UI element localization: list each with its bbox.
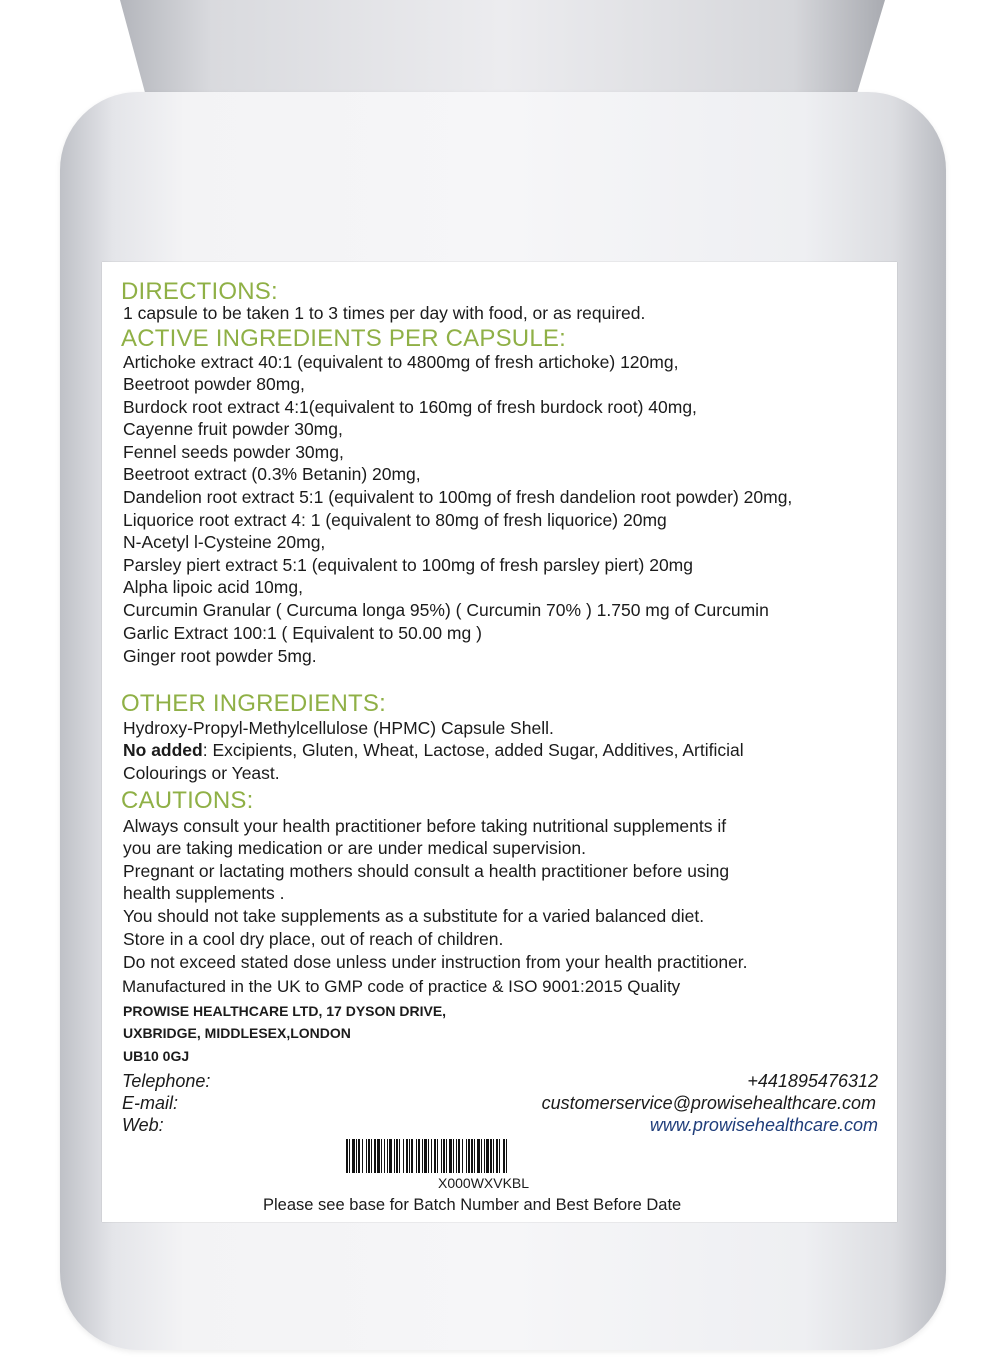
caution-line: Do not exceed stated dose unless under instruction from your health practitioner.	[123, 952, 748, 972]
web-value: www.prowisehealthcare.com	[649, 1115, 878, 1135]
email-value: customerservice@prowisehealthcare.com	[541, 1093, 876, 1113]
barcode-bar	[477, 1139, 480, 1173]
address-line: PROWISE HEALTHCARE LTD, 17 DYSON DRIVE,	[123, 1003, 447, 1019]
other-ingredients-heading: OTHER INGREDIENTS:	[121, 690, 386, 717]
barcode-bar	[374, 1139, 376, 1173]
barcode-bar	[456, 1139, 457, 1173]
barcode-bar	[358, 1139, 360, 1173]
barcode-bar	[352, 1139, 355, 1173]
caution-line: Pregnant or lactating mothers should consult a health practitioner before using	[123, 861, 730, 881]
barcode-bar	[418, 1139, 420, 1173]
barcode-bar	[441, 1139, 442, 1173]
barcode-bar	[424, 1139, 427, 1173]
ingredient-line: Artichoke extract 40:1 (equivalent to 4800mg of fresh artichoke) 120mg,	[123, 352, 679, 372]
caution-line: You should not take supplements as a substitute for a varied balanced diet.	[123, 906, 705, 926]
barcode-bar	[506, 1139, 507, 1173]
barcode-bar	[381, 1139, 382, 1173]
barcode-bar	[490, 1139, 492, 1173]
barcode-bar	[466, 1139, 467, 1173]
web-label: Web:	[122, 1115, 164, 1135]
barcode-bar	[486, 1139, 489, 1173]
barcode-bar	[437, 1139, 438, 1173]
barcode-bar	[346, 1139, 348, 1173]
address-line: UB10 0GJ	[123, 1048, 190, 1064]
ingredient-line: Curcumin Granular ( Curcuma longa 95%) ( Curcumin 70% ) 1.750 mg of Curcumin	[123, 600, 769, 620]
barcode-bar	[503, 1139, 505, 1173]
telephone-label: Telephone:	[122, 1071, 211, 1091]
barcode-bar	[431, 1139, 432, 1173]
telephone-value: +441895476312	[747, 1071, 878, 1091]
no-added-label: No added	[123, 740, 203, 760]
ingredient-line: Beetroot powder 80mg,	[123, 374, 305, 394]
ingredient-line: Cayenne fruit powder 30mg,	[123, 419, 343, 439]
caution-line: Store in a cool dry place, out of reach of children.	[123, 929, 504, 949]
barcode-bar	[471, 1139, 473, 1173]
barcode-bar	[434, 1139, 436, 1173]
no-added-text: : Excipients, Gluten, Wheat, Lactose, added Sugar, Additives, Artificial	[202, 740, 744, 760]
barcode-number: X000WXVKBL	[438, 1175, 530, 1191]
barcode-bar	[416, 1139, 417, 1173]
caution-line: you are taking medication or are under medical supervision.	[123, 838, 587, 858]
barcode-bar	[389, 1139, 392, 1173]
barcode-bar	[394, 1139, 395, 1173]
barcode-bar	[449, 1139, 452, 1173]
ingredient-line: Dandelion root extract 5:1 (equivalent to 100mg of fresh dandelion root powder) 20mg,	[123, 487, 793, 507]
barcode	[346, 1139, 650, 1173]
directions-text: 1 capsule to be taken 1 to 3 times per day with food, or as required.	[123, 303, 646, 323]
ingredient-line: Alpha lipoic acid 10mg,	[123, 577, 303, 597]
barcode-bar	[399, 1139, 400, 1173]
barcode-bar	[411, 1139, 413, 1173]
no-added-line-2: Colourings or Yeast.	[123, 763, 280, 783]
address-line: UXBRIDGE, MIDDLESEX,LONDON	[123, 1025, 351, 1041]
ingredient-line: Liquorice root extract 4: 1 (equivalent to 80mg of fresh liquorice) 20mg	[123, 510, 667, 530]
barcode-bar	[496, 1139, 498, 1173]
barcode-bar	[362, 1139, 363, 1173]
ingredient-line: Fennel seeds powder 30mg,	[123, 442, 344, 462]
ingredient-line: N-Acetyl l-Cysteine 20mg,	[123, 532, 326, 552]
barcode-bar	[406, 1139, 408, 1173]
barcode-bar	[446, 1139, 447, 1173]
directions-heading: DIRECTIONS:	[121, 278, 278, 305]
barcode-bar	[356, 1139, 357, 1173]
barcode-bar	[387, 1139, 388, 1173]
barcode-bar	[481, 1139, 482, 1173]
barcode-bar	[462, 1139, 463, 1173]
barcode-bar	[368, 1139, 370, 1173]
barcode-bar	[377, 1139, 380, 1173]
barcode-bar	[493, 1139, 494, 1173]
ingredient-line: Beetroot extract (0.3% Betanin) 20mg,	[123, 464, 421, 484]
barcode-bar	[403, 1139, 404, 1173]
no-added-line	[123, 740, 744, 760]
barcode-bar	[474, 1139, 475, 1173]
barcode-bar	[422, 1139, 423, 1173]
barcode-bar	[409, 1139, 410, 1173]
barcode-bar	[458, 1139, 460, 1173]
ingredient-line: Parsley piert extract 5:1 (equivalent to 100mg of fresh parsley piert) 20mg	[123, 555, 693, 575]
barcode-bar	[371, 1139, 372, 1173]
barcode-bar	[499, 1139, 500, 1173]
barcode-bar	[366, 1139, 367, 1173]
caution-line: Always consult your health practitioner before taking nutritional supplements if	[123, 816, 727, 836]
barcode-bar	[349, 1139, 350, 1173]
barcode-bar	[384, 1139, 385, 1173]
cautions-heading: CAUTIONS:	[121, 787, 254, 814]
email-label: E-mail:	[122, 1093, 179, 1113]
barcode-bar	[453, 1139, 454, 1173]
ingredient-line: Garlic Extract 100:1 ( Equivalent to 50.00 mg )	[123, 623, 482, 643]
barcode-bar	[484, 1139, 485, 1173]
ingredient-line: Burdock root extract 4:1(equivalent to 160mg of fresh burdock root) 40mg,	[123, 397, 697, 417]
barcode-bar	[443, 1139, 445, 1173]
barcode-bar	[396, 1139, 398, 1173]
barcode-bar	[468, 1139, 470, 1173]
active-ingredients-heading: ACTIVE INGREDIENTS PER CAPSULE:	[121, 325, 566, 352]
caution-line: health supplements .	[123, 883, 285, 903]
manufacturing-statement: Manufactured in the UK to GMP code of practice & ISO 9001:2015 Quality	[122, 977, 681, 996]
ingredient-line: Ginger root powder 5mg.	[123, 646, 317, 666]
barcode-bar	[428, 1139, 429, 1173]
capsule-shell-text: Hydroxy-Propyl-Methylcellulose (HPMC) Capsule Shell.	[123, 718, 554, 738]
batch-note: Please see base for Batch Number and Best Before Date	[263, 1196, 682, 1214]
